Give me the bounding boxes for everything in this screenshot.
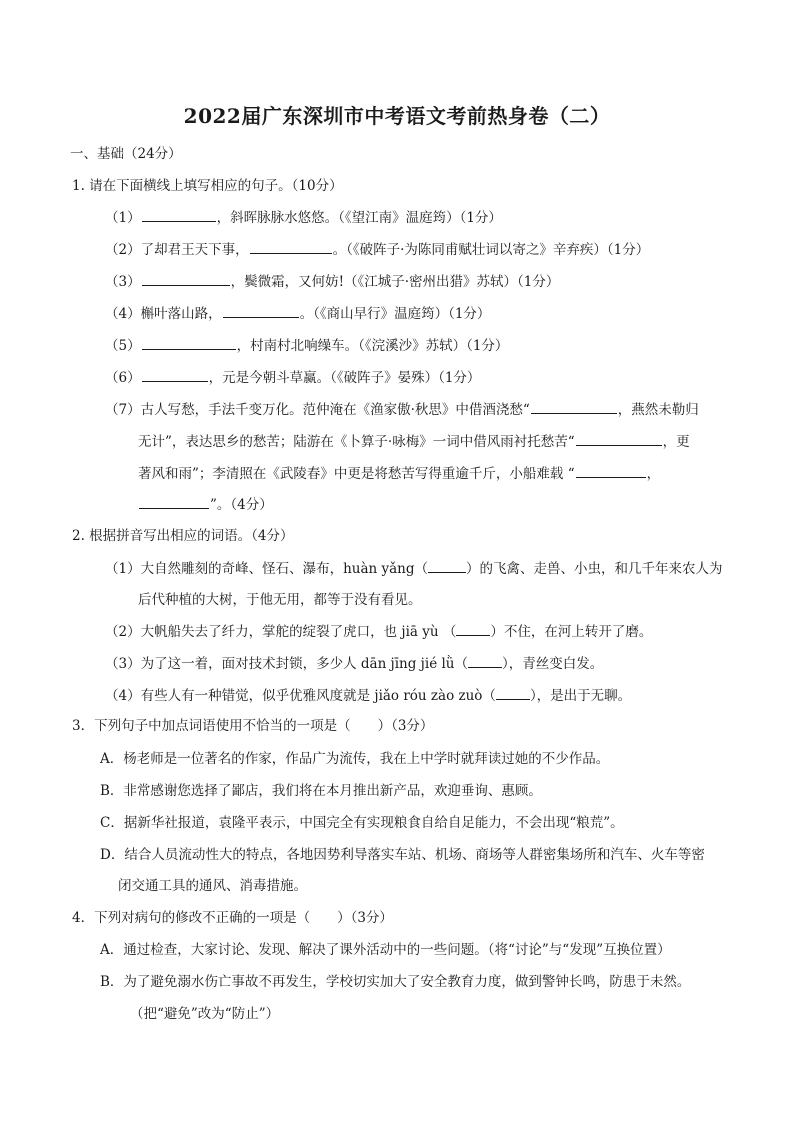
item-number: （1） — [105, 210, 141, 226]
question-1-item-7-line-1 — [105, 399, 699, 420]
answer-blank[interactable] — [142, 271, 230, 286]
option-b-note: （把“避免”改为“防止”） — [130, 1006, 280, 1022]
option-b: B．为了避免溺水伤亡事故不再发生，学校切实加大了安全教育力度，做到警钟长鸣，防患于未然。 — [100, 974, 691, 990]
question-2-item-1-cont: 后代种植的大树，于他无用，都等于没有看见。 — [138, 592, 422, 608]
item-text: （2）了却君王天下事， — [105, 242, 249, 258]
page-title: 2022届广东深圳市中考语文考前热身卷（二） — [183, 104, 611, 128]
answer-blank[interactable] — [428, 558, 466, 573]
question-1-item-6 — [105, 367, 480, 388]
item-text: 无计”，表达思乡的愁苦；陆游在《卜算子·咏梅》一词中借风雨衬托愁苦“ — [138, 434, 575, 450]
answer-blank[interactable] — [250, 239, 332, 254]
question-1-item-7-line-2 — [138, 431, 690, 452]
answer-blank[interactable] — [142, 367, 208, 382]
item-text: （7）古人写愁，手法千变万化。范仲淹在《渔家傲·秋思》中借酒浇愁“ — [105, 402, 530, 418]
item-text: ，斜晖脉脉水悠悠。（《望江南》温庭筠）（1分） — [216, 210, 502, 226]
answer-blank[interactable] — [496, 685, 530, 700]
answer-blank[interactable] — [576, 463, 646, 478]
item-text: （1）大自然雕刻的奇峰、怪石、瀑布，huàn yǎng（ — [105, 561, 429, 577]
question-1-item-1 — [105, 207, 502, 228]
answer-blank[interactable] — [456, 621, 490, 636]
answer-blank[interactable] — [142, 207, 216, 222]
option-a: A．通过检查，大家讨论、发现、解决了课外活动中的一些问题。（将“讨论”与“发现”互换位置） — [100, 942, 671, 958]
answer-blank[interactable] — [142, 335, 236, 350]
question-4-stem: 4．下列对病句的修改不正确的一项是（ ）（3分） — [72, 910, 393, 926]
answer-blank[interactable] — [223, 303, 299, 318]
item-text: 著风和雨”；李清照在《武陵春》中更是将愁苦写得重逾千斤，小船难载 “ — [138, 466, 575, 482]
option-d: D．结合人员流动性大的特点，各地因势利导落实车站、机场、商场等人群密集场所和汽车、火车等密 — [100, 847, 705, 863]
item-text: ，元是今朝斗草赢。（《破阵子》晏殊）（1分） — [208, 370, 481, 386]
item-text: （2）大帆船失去了纤力，掌舵的绽裂了虎口，也 jiā yù （ — [105, 624, 457, 640]
item-text: ， — [646, 466, 661, 482]
question-1-item-4 — [105, 303, 490, 324]
question-2-stem: 2. 根据拼音写出相应的词语。（4分） — [72, 528, 294, 544]
question-1-item-3 — [105, 271, 559, 292]
question-2-item-4 — [105, 685, 631, 706]
question-1-item-2 — [105, 239, 649, 260]
item-text: ，村南村北响缲车。（《浣溪沙》苏轼）（1分） — [236, 338, 509, 354]
item-number: （5） — [105, 338, 141, 354]
answer-blank[interactable] — [531, 399, 617, 414]
item-text: 。（《商山早行》温庭筠）（1分） — [299, 306, 491, 322]
item-text: ，燕然未勒归 — [617, 402, 699, 418]
answer-blank[interactable] — [576, 431, 662, 446]
item-text: ，更 — [662, 434, 690, 450]
item-text: （3）为了这一着，面对技术封锁，多少人 dān jīng jié lǜ（ — [105, 656, 468, 672]
item-text: （4）槲叶落山路， — [105, 306, 222, 322]
option-a: A．杨老师是一位著名的作家，作品广为流传，我在上中学时就拜读过她的不少作品。 — [100, 751, 610, 767]
item-text: ）不住，在河上转开了磨。 — [490, 624, 653, 640]
question-1-item-7-line-4 — [138, 494, 273, 515]
answer-blank[interactable] — [468, 653, 502, 668]
question-2-item-3 — [105, 653, 603, 674]
item-text: ），青丝变白发。 — [501, 656, 604, 672]
item-text: ”。（4分） — [210, 497, 273, 513]
item-text: ），是出于无聊。 — [529, 688, 632, 704]
question-1-stem: 1. 请在下面横线上填写相应的句子。（10分） — [72, 178, 343, 194]
item-number: （6） — [105, 370, 141, 386]
question-3-stem: 3．下列句子中加点词语使用不恰当的一项是（ ）（3分） — [72, 718, 434, 734]
option-c: C．据新华社报道，袁隆平表示，中国完全有实现粮食自给自足能力，不会出现“粮荒”。 — [100, 815, 624, 831]
option-b: B．非常感谢您选择了鄙店，我们将在本月推出新产品，欢迎垂询、惠顾。 — [100, 783, 542, 799]
question-1-item-7-line-3 — [138, 463, 660, 484]
item-text: （4）有些人有一种错觉，似乎优雅风度就是 jiǎo róu zào zuò（ — [105, 688, 496, 704]
item-number: （3） — [105, 274, 141, 290]
item-text: 。（《破阵子·为陈同甫赋壮词以寄之》辛弃疾）（1分） — [332, 242, 650, 258]
answer-blank[interactable] — [139, 494, 209, 509]
question-2-item-1 — [105, 558, 723, 579]
question-2-item-2 — [105, 621, 652, 642]
option-d-cont: 闭交通工具的通风、消毒措施。 — [118, 878, 307, 894]
item-text: ）的飞禽、走兽、小虫，和几千年来农人为 — [466, 561, 723, 577]
item-text: ，鬓微霜，又何妨!（《江城子·密州出猎》苏轼）（1分） — [230, 274, 560, 290]
question-1-item-5 — [105, 335, 508, 356]
section-heading: 一、基础（24分） — [70, 146, 182, 162]
